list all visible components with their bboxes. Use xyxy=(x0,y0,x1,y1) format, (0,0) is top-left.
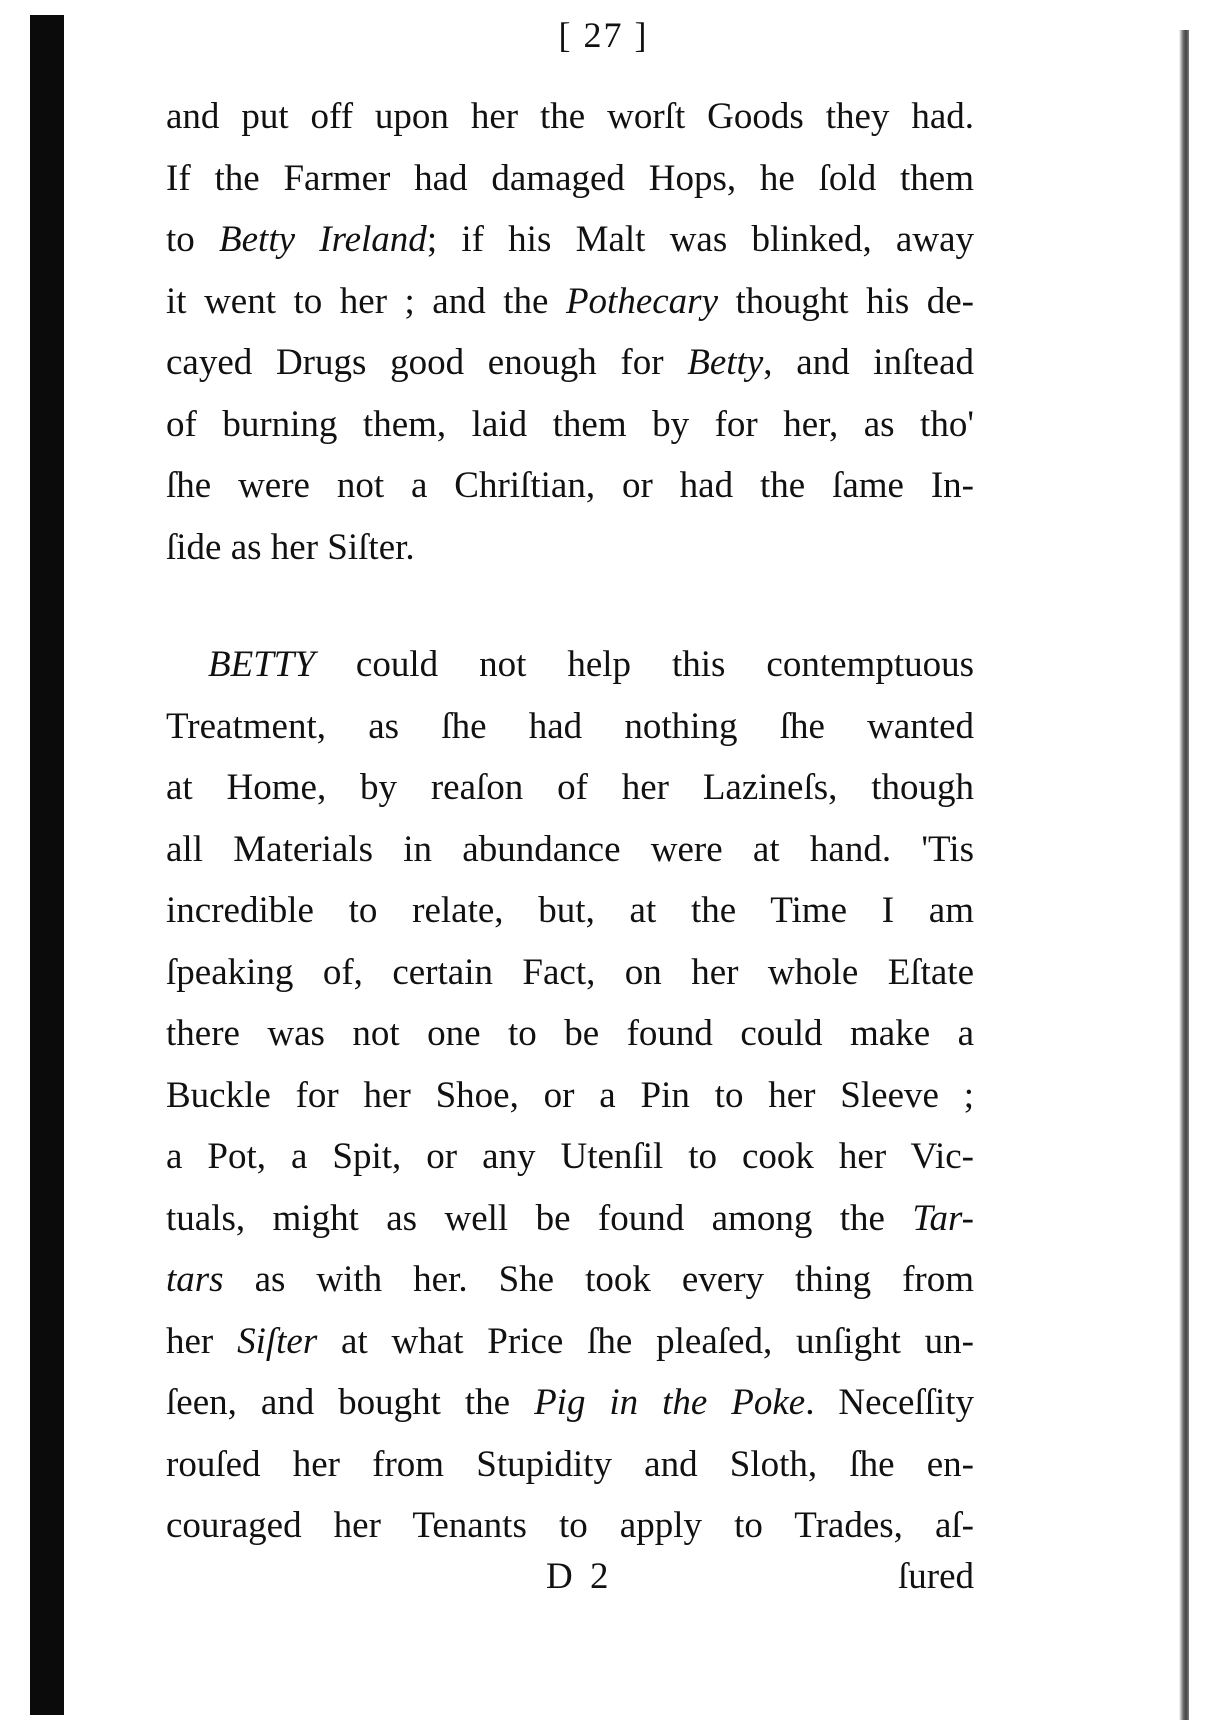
text-line: cayed Drugs good enough for Betty, and inſtead xyxy=(166,342,974,383)
text-line: there was not one to be found could make a xyxy=(166,1013,974,1054)
text-line: and put off upon her the worſt Goods they had. xyxy=(166,96,974,137)
text-line: all Materials in abundance were at hand. 'Tis xyxy=(166,828,974,870)
page-edge-shadow xyxy=(1179,30,1189,1720)
italic-text: Betty Ireland xyxy=(219,219,427,260)
text-line: Treatment, as ſhe had nothing ſhe wanted xyxy=(166,705,974,747)
catchword: ſured xyxy=(897,1556,974,1597)
italic-text: Siſter xyxy=(237,1320,318,1362)
italic-text: Pig in the Poke xyxy=(534,1382,806,1423)
paragraph-gap xyxy=(166,578,974,634)
text-line: ſeen, and bought the Pig in the Poke. Neceſſity xyxy=(166,1382,975,1423)
text-line: at Home, by reaſon of her Lazineſs, though xyxy=(166,767,974,808)
text-line: ſpeaking of, certain Fact, on her whole Eſtate xyxy=(166,951,974,993)
text-line: ſhe were not a Chriſtian, or had the ſame In- xyxy=(166,465,974,506)
text-line: BETTY could not help this contemptuous xyxy=(208,644,974,685)
italic-text: Betty xyxy=(687,342,764,383)
text-line: her Siſter at what Price ſhe pleaſed, unſight un- xyxy=(166,1320,974,1362)
italic-text: tars xyxy=(166,1259,224,1300)
text-line: couraged her Tenants to apply to Trades, aſ- xyxy=(166,1505,974,1546)
body-text xyxy=(166,86,974,1557)
text-line: Buckle for her Shoe, or a Pin to her Sleeve ; xyxy=(166,1074,974,1116)
text-line: of burning them, laid them by for her, as tho' xyxy=(166,403,974,445)
signature-mark: D 2 xyxy=(546,1556,613,1597)
text-line: ſide as her Siſter. xyxy=(166,526,415,568)
text-line: rouſed her from Stupidity and Sloth, ſhe en- xyxy=(166,1443,974,1485)
text-line: If the Farmer had damaged Hops, he ſold them xyxy=(166,157,974,199)
page-footer xyxy=(166,1555,974,1605)
text-line: incredible to relate, but, at the Time I am xyxy=(166,890,974,931)
text-line: tuals, might as well be found among the Tar- xyxy=(166,1197,974,1239)
text-line: tars as with her. She took every thing from xyxy=(166,1259,974,1300)
italic-text: Pothecary xyxy=(565,280,718,322)
page-number: [ 27 ] xyxy=(558,15,649,55)
italic-text: Tar- xyxy=(912,1197,974,1239)
text-line: it went to her ; and the Pothecary thought his de- xyxy=(166,280,974,322)
text-line: to Betty Ireland; if his Malt was blinked, away xyxy=(166,219,974,260)
text-line: a Pot, a Spit, or any Utenſil to cook her Vic- xyxy=(166,1136,974,1177)
italic-text: BETTY xyxy=(208,644,315,685)
binding-shadow xyxy=(30,15,64,1715)
